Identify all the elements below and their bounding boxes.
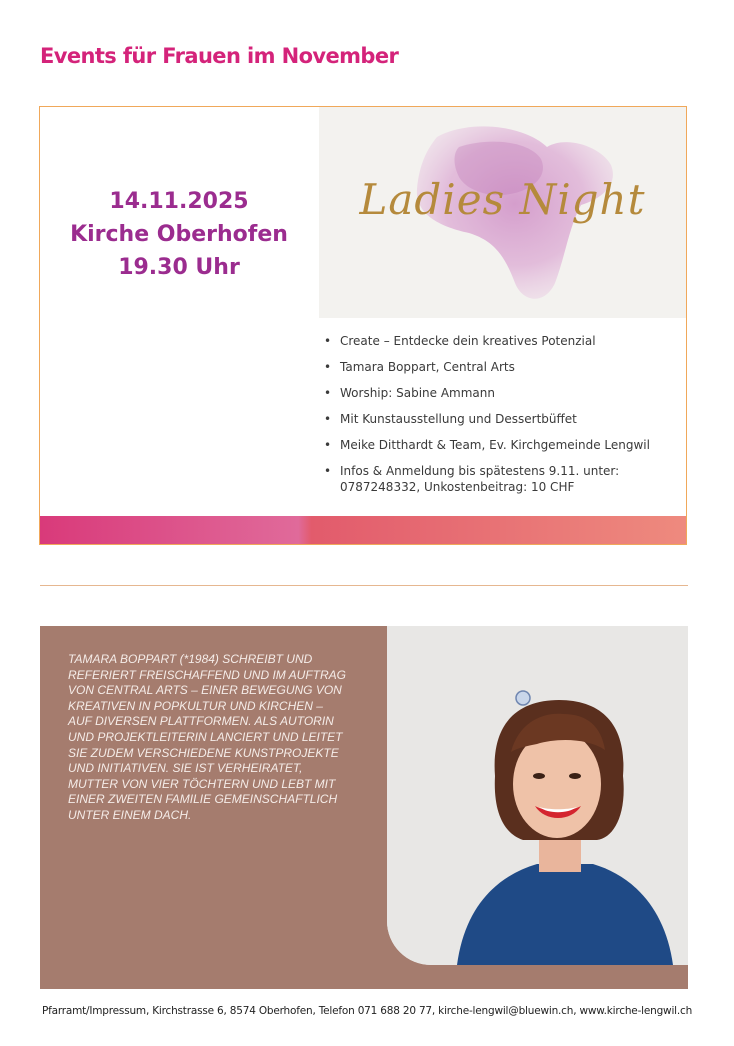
speaker-bio-panel — [40, 626, 688, 989]
page-heading: Events für Frauen im November — [40, 44, 399, 68]
speaker-photo — [387, 626, 688, 965]
list-item: • Tamara Boppart, Central Arts — [324, 359, 682, 375]
list-item: • Create – Entdecke dein kreatives Potenzial — [324, 333, 682, 349]
list-item: • Mit Kunstausstellung und Dessertbüffet — [324, 411, 682, 427]
list-item: • Worship: Sabine Ammann — [324, 385, 682, 401]
event-date-block — [40, 185, 318, 284]
banner-title: Ladies Night — [359, 175, 646, 224]
list-item: • Infos & Anmeldung bis spätestens 9.11. unter: 0787248332, Unkostenbeitrag: 10 CHF — [324, 463, 682, 495]
ladies-night-banner — [319, 107, 686, 318]
list-item: • Meike Ditthardt & Team, Ev. Kirchgemeinde Lengwil — [324, 437, 682, 453]
footer-imprint: Pfarramt/Impressum, Kirchstrasse 6, 8574 Oberhofen, Telefon 071 688 20 77, kirche-lengwil@bluewin.ch, www.kirche-lengwil.ch — [41, 1005, 693, 1017]
event-location: Kirche Oberhofen — [70, 222, 288, 247]
decorative-gradient-bar — [40, 516, 686, 544]
event-date: 14.11.2025 — [109, 189, 249, 214]
event-time: 19.30 Uhr — [118, 255, 240, 280]
event-details-list — [324, 333, 682, 505]
event-card — [39, 106, 687, 545]
speaker-bio-text: TAMARA BOPPART (*1984) SCHREIBT UND REFERIERT FREISCHAFFEND UND IM AUFTRAG VON CENTRAL ARTS – EINER BEWEGUNG VON KREATIVEN IN POPKULTUR UND KIRCHEN – AUF DIVERSEN PLATTFORMEN. ALS AUTORIN UND PROJEKTLEITERIN LANCIERT UND LEITET SIE ZUDEM VERSCHIEDENE KUNSTPROJEKTE UND INITIATIVEN. SIE IST VERHEIRATET, MUTTER VON VIER TÖCHTERN UND LEBT MIT EINER ZWEITEN FAMILIE GEMEINSCHAFTLICH UNTER EINEM DACH. — [68, 652, 347, 822]
section-divider — [40, 585, 688, 586]
speaker-portrait-image — [387, 626, 688, 965]
